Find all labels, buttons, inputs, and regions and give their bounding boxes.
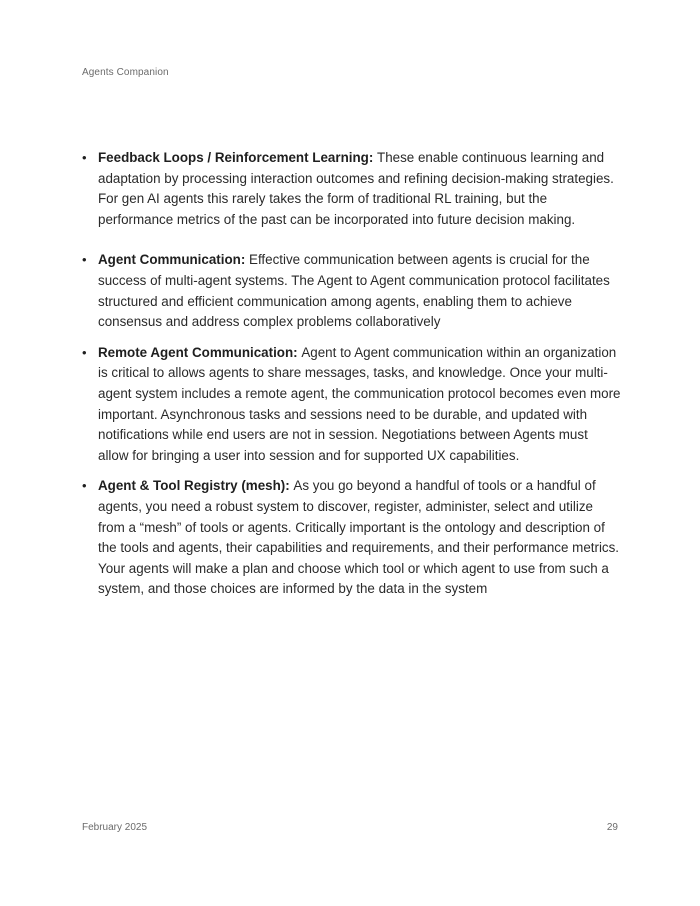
- bullet-title: Agent & Tool Registry (mesh):: [98, 478, 294, 494]
- footer-page-number: 29: [606, 822, 618, 833]
- bullet-icon: •: [82, 478, 87, 494]
- bullet-item-remote-agent-communication: [82, 343, 622, 467]
- bullet-item-agent-communication: [82, 250, 622, 332]
- bullet-item-feedback-loops: [82, 148, 622, 230]
- bullet-body: Effective communication between agents is crucial for the success of multi-agent systems. The Agent to Agent communication protocol facilitates structured and efficient communication among agents, enabling them to achieve consensus and address complex problems collaboratively: [98, 252, 610, 330]
- bullet-body: Agent to Agent communication within an organization is critical to allows agents to share messages, tasks, and knowledge. Once your multi-agent system includes a remote agent, the communication protocol becomes even more important. Asynchronous tasks and sessions need to be durable, and updated with notifications while end users are not in session. Negotiations between Agents must allow for bringing a user into session and for supported UX capabilities.: [98, 344, 621, 463]
- document-header-title: Agents Companion: [82, 67, 169, 78]
- bullet-title: Feedback Loops / Reinforcement Learning:: [98, 150, 378, 165]
- bullet-icon: •: [82, 252, 87, 268]
- bullet-list: [82, 148, 622, 600]
- bullet-title: Remote Agent Communication:: [98, 344, 302, 360]
- bullet-body: As you go beyond a handful of tools or a handful of agents, you need a robust system to discover, register, administer, select and utilize from a “mesh” of tools or agents. Critically important is the ontology and description of the tools and agents, their capabilities and requirements, and their performance metrics. Your agents will make a plan and choose which tool or which agent to use from such a system, and those choices are informed by the data in the system: [98, 478, 620, 597]
- bullet-body: These enable continuous learning and adaptation by processing interaction outcomes and refining decision-making strategies. For gen AI agents this rarely takes the form of traditional RL training, but the performance metrics of the past can be incorporated into future decision making.: [98, 150, 614, 227]
- footer-date: February 2025: [82, 822, 148, 833]
- document-body: [82, 148, 622, 610]
- bullet-icon: •: [82, 344, 87, 360]
- bullet-icon: •: [82, 150, 87, 165]
- bullet-item-agent-tool-registry: [82, 476, 622, 600]
- bullet-title: Agent Communication:: [98, 252, 250, 268]
